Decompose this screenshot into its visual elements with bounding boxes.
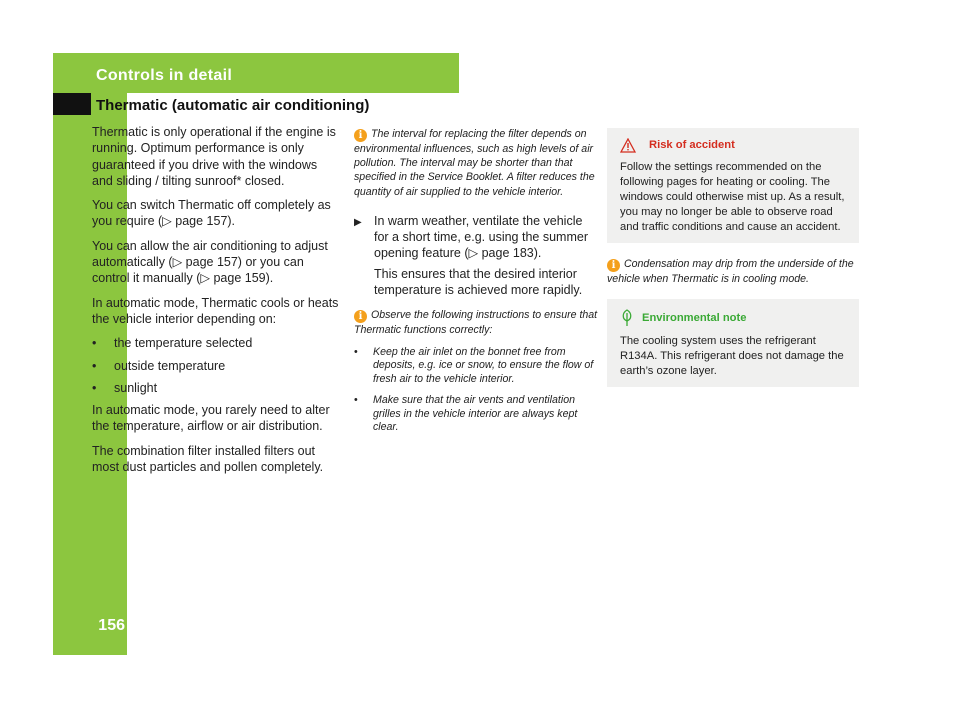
environment-text: The cooling system uses the refrigerant R134A. This refrigerant does not damage the earth’s ozone layer. [620,335,844,378]
section-marker [53,93,91,115]
warning-text: Follow the settings recommended on the following pages for heating or cooling. The windows could otherwise mist up. As a result, you may no longer be able to observe road and traffic conditions and cause an accident. [620,161,845,233]
warning-title: Risk of accident [620,138,847,153]
environment-box [607,299,859,387]
environment-title: Environmental note [620,309,847,327]
paragraph: You can switch Thermatic off completely as you require (▷ page 157). [92,198,331,229]
step-result: This ensures that the desired interior temperature is achieved more rapidly. [374,266,583,297]
instruction-step: ▶ In warm weather, ventilate the vehicle for a short time, e.g. using the summer opening feature (▷ page 183). [354,213,588,261]
info-note: i Condensation may drip from the underside of the vehicle when Thermatic is in cooling mode. [607,258,854,285]
paragraph: The combination filter installed filters out most dust particles and pollen completely. [92,443,324,475]
list-item: • the temperature selected [92,336,253,351]
chapter-title: Controls in detail [96,67,233,84]
column-2 [354,127,598,443]
list-item: • Make sure that the air vents and ventilation grilles in the vehicle interior are always kept clear. [354,394,578,433]
paragraph: You can allow the air conditioning to adjust automatically (▷ page 157) or you can control it manually (▷ page 159). [92,238,328,286]
info-icon: i [354,310,367,323]
page-number: 156 [98,617,125,634]
column-3 [607,128,859,387]
environment-leaf-icon [620,309,634,327]
warning-box [607,128,859,243]
info-note: i The interval for replacing the filter depends on environmental influences, such as high levels of air pollution. The interval may be shorter than that specified in the Service Booklet. A filter reduces the quantity of air supplied to the vehicle interior. [354,128,595,198]
paragraph: In automatic mode, Thermatic cools or heats the vehicle interior depending on: [92,295,339,326]
section-title: Thermatic (automatic air conditioning) [96,97,370,114]
list-item: • sunlight [92,380,158,395]
arrow-right-icon: ▶ [354,216,362,228]
column-1 [92,124,340,483]
list-item: • outside temperature [92,358,226,373]
info-icon: i [354,129,367,142]
list-item: • Keep the air inlet on the bonnet free from deposits, e.g. ice or snow, to ensure the flow of fresh air to the vehicle interior. [354,345,594,385]
paragraph: Thermatic is only operational if the engine is running. Optimum performance is only guaranteed if you drive with the windows and sliding / tilting sunroof* closed. [92,125,336,188]
info-icon: i [607,259,620,272]
info-note: i Observe the following instructions to ensure that Thermatic functions correctly: [354,309,598,337]
paragraph: In automatic mode, you rarely need to alter the temperature, airflow or air distribution. [92,403,330,434]
warning-triangle-icon [620,138,636,153]
